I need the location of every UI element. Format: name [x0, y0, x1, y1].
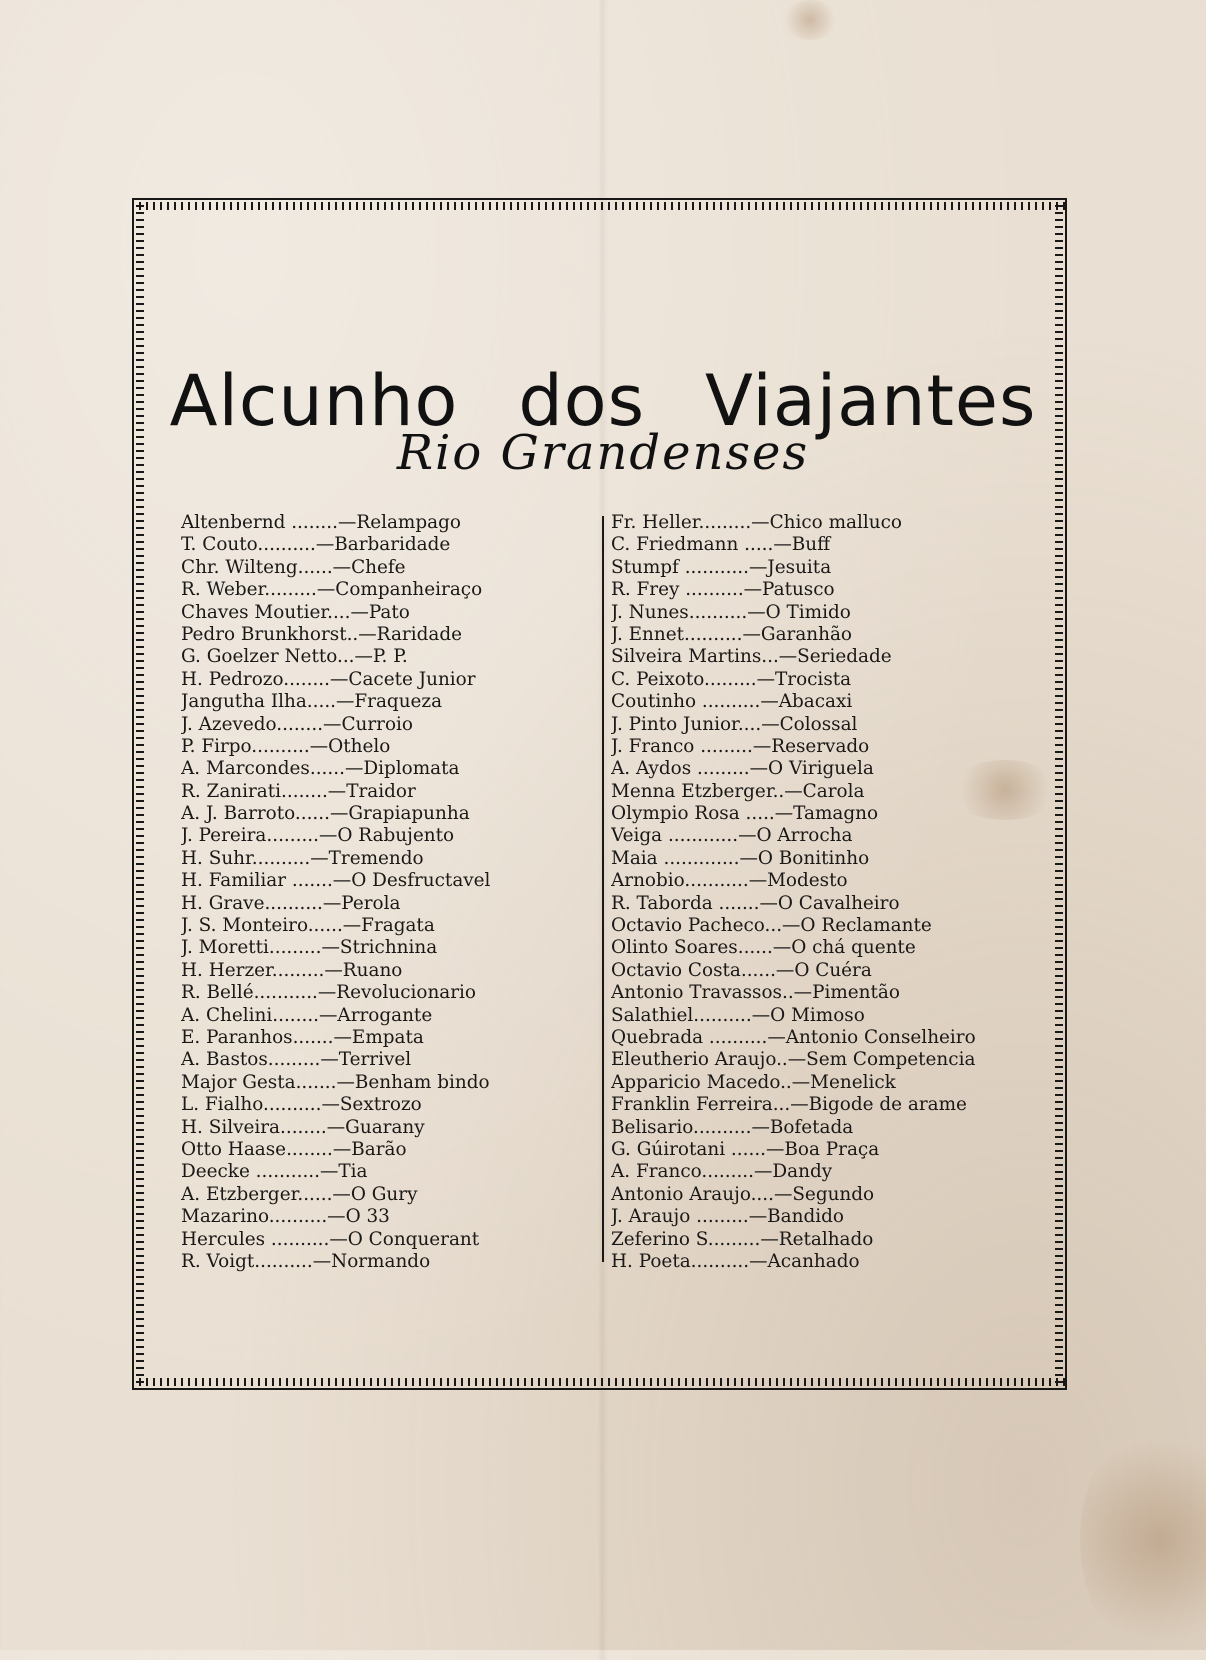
list-item: Altenbernd ........—Relampago [181, 512, 461, 533]
list-item: J. Araujo .........—Bandido [611, 1206, 844, 1228]
border-top [132, 198, 1067, 214]
list-item: Stumpf ...........—Jesuita [611, 556, 832, 578]
list-item: R. Frey ..........—Patusco [611, 579, 835, 601]
list-item: J. Franco .........—Reservado [611, 735, 870, 757]
list-item: T. Couto..........—Barbaridade [181, 534, 451, 556]
title-word-1: Alcunho [169, 359, 459, 442]
list-item: C. Friedmann .....—Buff [611, 534, 831, 556]
list-item: J. S. Monteiro......—Fragata [181, 915, 435, 937]
list-item: Apparicio Macedo..—Menelick [611, 1071, 896, 1093]
list-item: A. Chelini........—Arrogante [181, 1004, 433, 1026]
list-item: G. Goelzer Netto...—P. P. [181, 646, 408, 668]
list-item: A. Bastos.........—Terrivel [181, 1049, 412, 1071]
list-item: Octavio Pacheco...—O Reclamante [611, 915, 932, 937]
list-item: A. J. Barroto......—Grapiapunha [181, 803, 470, 825]
list-item: A. Marcondes......—Diplomata [181, 758, 460, 780]
list-item: Chr. Wilteng......—Chefe [181, 556, 406, 578]
list-item: Arnobio...........—Modesto [611, 870, 848, 892]
list-item: R. Taborda .......—O Cavalheiro [611, 892, 900, 914]
list-item: Octavio Costa......—O Cuéra [611, 959, 872, 981]
list-item: Antonio Araujo....—Segundo [611, 1183, 875, 1205]
list-item: R. Weber.........—Companheiraço [181, 579, 483, 601]
list-item: Menna Etzberger..—Carola [611, 780, 865, 802]
list-item: J. Pereira.........—O Rabujento [181, 825, 455, 847]
list-item: R. Bellé...........—Revolucionario [181, 982, 477, 1004]
list-item: Chaves Moutier....—Pato [181, 601, 410, 623]
list-item: E. Paranhos.......—Empata [181, 1026, 424, 1048]
list-item: J. Nunes..........—O Timido [611, 601, 851, 623]
title-word-2: dos [518, 359, 646, 442]
list-item: Veiga ............—O Arrocha [611, 825, 853, 847]
list-item: Belisario..........—Bofetada [611, 1116, 854, 1138]
column-divider [602, 516, 604, 1262]
list-item: J. Ennet..........—Garanhão [611, 623, 853, 645]
list-item: Antonio Travassos..—Pimentão [611, 982, 900, 1004]
list-item: Maia .............—O Bonitinho [611, 847, 870, 869]
list-item: J. Moretti.........—Strichnina [181, 937, 438, 959]
list-item: H. Silveira........—Guarany [181, 1116, 425, 1138]
list-item: P. Firpo..........—Othelo [181, 735, 391, 757]
list-item: L. Fialho..........—Sextrozo [181, 1094, 422, 1116]
list-item: Jangutha Ilha.....—Fraqueza [181, 691, 443, 713]
list-item: Eleutherio Araujo..—Sem Competencia [611, 1049, 976, 1071]
list-item: Mazarino..........—O 33 [181, 1206, 390, 1228]
list-item: R. Voigt..........—Normando [181, 1250, 431, 1272]
list-item: J. Azevedo........—Curroio [181, 713, 413, 735]
list-item: H. Familiar .......—O Desfructavel [181, 870, 491, 892]
list-item: A. Franco.........—Dandy [611, 1161, 833, 1183]
border-bottom [132, 1374, 1067, 1390]
list-item: Salathiel..........—O Mimoso [611, 1004, 865, 1026]
list-item: Major Gesta.......—Benham bindo [181, 1071, 490, 1093]
list-item: Silveira Martins...—Seriedade [611, 646, 892, 668]
list-item: A. Aydos .........—O Viriguela [611, 758, 874, 780]
list-item: Zeferino S.........—Retalhado [611, 1228, 874, 1250]
nickname-list-right [611, 512, 1041, 1273]
list-item: Hercules ..........—O Conquerant [181, 1228, 480, 1250]
list-item: G. Gúirotani ......—Boa Praça [611, 1138, 880, 1160]
list-item: Otto Haase........—Barão [181, 1138, 407, 1160]
page-subtitle: Rio Grandenses [396, 425, 810, 481]
nickname-list-left [181, 512, 581, 1273]
list-item: Franklin Ferreira...—Bigode de arame [611, 1094, 967, 1116]
list-item: H. Herzer.........—Ruano [181, 959, 403, 981]
list-item: H. Poeta..........—Acanhado [611, 1250, 860, 1272]
list-item: Fr. Heller.........—Chico malluco [611, 512, 902, 533]
list-item: Olinto Soares......—O chá quente [611, 937, 916, 959]
title-word-3: Viajantes [705, 359, 1037, 442]
paper-stain [1080, 1420, 1206, 1660]
list-item: Pedro Brunkhorst..—Raridade [181, 623, 462, 645]
paper-stain [780, 0, 840, 40]
list-item: J. Pinto Junior....—Colossal [611, 713, 858, 735]
list-item: Deecke ...........—Tia [181, 1161, 368, 1183]
list-item: Coutinho ..........—Abacaxi [611, 691, 853, 713]
list-item: H. Pedrozo........—Cacete Junior [181, 668, 476, 690]
list-item: A. Etzberger......—O Gury [181, 1183, 418, 1205]
list-item: Quebrada ..........—Antonio Conselheiro [611, 1026, 976, 1048]
list-item: H. Suhr..........—Tremendo [181, 847, 424, 869]
list-item: H. Grave..........—Perola [181, 892, 401, 914]
list-item: R. Zanirati........—Traidor [181, 780, 416, 802]
list-item: C. Peixoto.........—Trocista [611, 668, 852, 690]
list-item: Olympio Rosa .....—Tamagno [611, 803, 879, 825]
